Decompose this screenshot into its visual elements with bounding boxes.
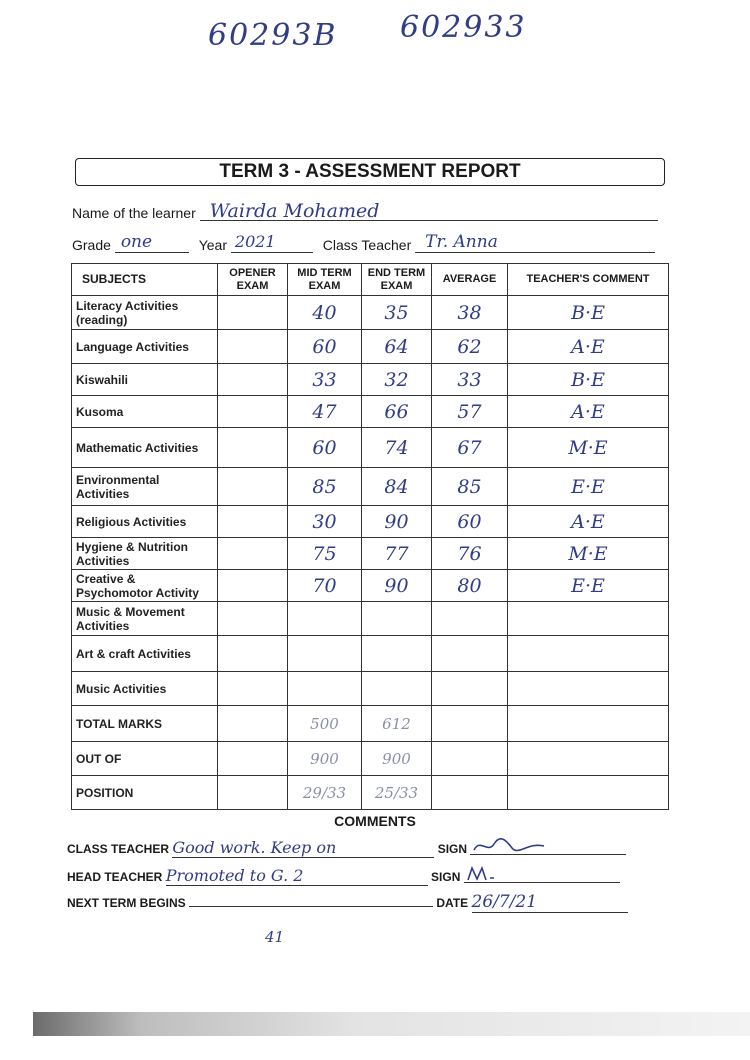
table-row xyxy=(72,468,669,506)
next-term-label: NEXT TERM BEGINS xyxy=(67,896,186,910)
comment-cell: M·E xyxy=(508,428,669,468)
subject-cell: Literacy Activities (reading) xyxy=(72,296,218,330)
class-teacher-label: Class Teacher xyxy=(322,237,412,253)
mid-term-cell: 85 xyxy=(288,468,362,506)
mid-term-cell: 33 xyxy=(288,364,362,396)
average-cell xyxy=(432,672,508,706)
comment-cell: E·E xyxy=(508,570,669,602)
comment-cell: E·E xyxy=(508,468,669,506)
comment-cell: A·E xyxy=(508,506,669,538)
subject-cell: POSITION xyxy=(72,776,218,810)
opener-cell xyxy=(218,776,288,810)
end-term-cell: 25/33 xyxy=(362,776,432,810)
date-value: 26/7/21 xyxy=(472,892,628,913)
comment-cell xyxy=(508,776,669,810)
header-subjects: SUBJECTS xyxy=(72,264,218,296)
class-teacher-value: Tr. Anna xyxy=(415,232,655,253)
subject-cell: OUT OF xyxy=(72,742,218,776)
initials-scribble-icon xyxy=(464,864,542,884)
mid-term-cell: 40 xyxy=(288,296,362,330)
assessment-table xyxy=(71,263,669,810)
mid-term-cell: 60 xyxy=(288,428,362,468)
table-row xyxy=(72,330,669,364)
head-teacher-sign-label: SIGN xyxy=(431,870,461,884)
comment-cell: A·E xyxy=(508,330,669,364)
grade-value: one xyxy=(115,232,189,253)
header-average: AVERAGE xyxy=(432,264,508,296)
signature-scribble-icon xyxy=(470,836,548,856)
opener-cell xyxy=(218,428,288,468)
opener-cell xyxy=(218,570,288,602)
end-term-cell xyxy=(362,672,432,706)
average-cell: 76 xyxy=(432,538,508,570)
subject-cell: Creative & Psychomotor Activity xyxy=(72,570,218,602)
subject-cell: Religious Activities xyxy=(72,506,218,538)
table-row xyxy=(72,396,669,428)
average-cell: 80 xyxy=(432,570,508,602)
mid-term-cell: 70 xyxy=(288,570,362,602)
subject-cell: Environmental Activities xyxy=(72,468,218,506)
class-teacher-comment-value: Good work. Keep on xyxy=(172,838,434,858)
year-label: Year xyxy=(198,237,227,253)
average-cell: 85 xyxy=(432,468,508,506)
scan-edge-shadow xyxy=(33,1012,750,1036)
table-row xyxy=(72,364,669,396)
head-teacher-comment-value: Promoted to G. 2 xyxy=(166,866,428,886)
subject-cell: Music Activities xyxy=(72,672,218,706)
table-row xyxy=(72,538,669,570)
subject-cell: Art & craft Activities xyxy=(72,636,218,672)
table-row xyxy=(72,570,669,602)
mid-term-cell xyxy=(288,636,362,672)
end-term-cell: 66 xyxy=(362,396,432,428)
average-cell xyxy=(432,602,508,636)
mid-term-cell: 29/33 xyxy=(288,776,362,810)
subject-cell: Kiswahili xyxy=(72,364,218,396)
date-label: DATE xyxy=(436,896,469,910)
header-mid-term: MID TERM EXAM xyxy=(288,264,362,296)
end-term-cell xyxy=(362,636,432,672)
average-cell xyxy=(432,776,508,810)
subject-cell: TOTAL MARKS xyxy=(72,706,218,742)
class-teacher-signature xyxy=(470,836,626,855)
comment-cell: B·E xyxy=(508,296,669,330)
next-term-row xyxy=(67,892,628,913)
average-cell: 60 xyxy=(432,506,508,538)
end-term-cell: 77 xyxy=(362,538,432,570)
end-term-cell xyxy=(362,602,432,636)
end-term-cell: 900 xyxy=(362,742,432,776)
table-header-row xyxy=(72,264,669,296)
opener-cell xyxy=(218,672,288,706)
page-number: 41 xyxy=(265,928,285,946)
class-teacher-comment-row xyxy=(67,836,626,858)
head-teacher-signature xyxy=(464,864,620,883)
handwritten-number-1: 60293B xyxy=(208,18,338,53)
subject-cell: Mathematic Activities xyxy=(72,428,218,468)
opener-cell xyxy=(218,506,288,538)
class-teacher-comment-label: CLASS TEACHER xyxy=(67,842,170,856)
table-row xyxy=(72,706,669,742)
mid-term-cell: 75 xyxy=(288,538,362,570)
class-teacher-sign-label: SIGN xyxy=(437,842,468,856)
subject-cell: Hygiene & Nutrition Activities xyxy=(72,538,218,570)
table-row xyxy=(72,742,669,776)
average-cell: 67 xyxy=(432,428,508,468)
end-term-cell: 612 xyxy=(362,706,432,742)
mid-term-cell xyxy=(288,672,362,706)
table-row xyxy=(72,602,669,636)
grade-year-row xyxy=(72,232,655,253)
mid-term-cell: 30 xyxy=(288,506,362,538)
end-term-cell: 90 xyxy=(362,570,432,602)
comments-title: COMMENTS xyxy=(334,813,416,829)
average-cell: 57 xyxy=(432,396,508,428)
header-opener: OPENER EXAM xyxy=(218,264,288,296)
opener-cell xyxy=(218,364,288,396)
comment-cell xyxy=(508,742,669,776)
end-term-cell: 64 xyxy=(362,330,432,364)
table-row xyxy=(72,672,669,706)
end-term-cell: 84 xyxy=(362,468,432,506)
comment-cell: A·E xyxy=(508,396,669,428)
table-row xyxy=(72,296,669,330)
handwritten-number-2: 602933 xyxy=(400,10,527,45)
opener-cell xyxy=(218,538,288,570)
opener-cell xyxy=(218,396,288,428)
subject-cell: Music & Movement Activities xyxy=(72,602,218,636)
year-value: 2021 xyxy=(231,232,313,253)
comment-cell: B·E xyxy=(508,364,669,396)
opener-cell xyxy=(218,636,288,672)
mid-term-cell xyxy=(288,602,362,636)
grade-label: Grade xyxy=(72,237,111,253)
mid-term-cell: 500 xyxy=(288,706,362,742)
head-teacher-comment-row xyxy=(67,864,620,886)
header-teacher-comment: TEACHER'S COMMENT xyxy=(508,264,669,296)
subject-cell: Language Activities xyxy=(72,330,218,364)
opener-cell xyxy=(218,296,288,330)
learner-name-row xyxy=(72,200,658,221)
mid-term-cell: 47 xyxy=(288,396,362,428)
opener-cell xyxy=(218,706,288,742)
opener-cell xyxy=(218,330,288,364)
average-cell: 33 xyxy=(432,364,508,396)
opener-cell xyxy=(218,742,288,776)
learner-name-value: Wairda Mohamed xyxy=(200,200,658,221)
end-term-cell: 90 xyxy=(362,506,432,538)
comment-cell: M·E xyxy=(508,538,669,570)
end-term-cell: 35 xyxy=(362,296,432,330)
title-box xyxy=(75,158,665,186)
next-term-value xyxy=(189,892,433,907)
mid-term-cell: 60 xyxy=(288,330,362,364)
comment-cell xyxy=(508,672,669,706)
table-row xyxy=(72,776,669,810)
learner-name-label: Name of the learner xyxy=(72,205,196,221)
end-term-cell: 32 xyxy=(362,364,432,396)
mid-term-cell: 900 xyxy=(288,742,362,776)
end-term-cell: 74 xyxy=(362,428,432,468)
report-title: TERM 3 - ASSESSMENT REPORT xyxy=(219,161,521,182)
opener-cell xyxy=(218,602,288,636)
head-teacher-comment-label: HEAD TEACHER xyxy=(67,870,163,884)
average-cell xyxy=(432,706,508,742)
table-row xyxy=(72,506,669,538)
opener-cell xyxy=(218,468,288,506)
average-cell xyxy=(432,636,508,672)
table-row xyxy=(72,636,669,672)
average-cell xyxy=(432,742,508,776)
comment-cell xyxy=(508,636,669,672)
average-cell: 62 xyxy=(432,330,508,364)
comment-cell xyxy=(508,706,669,742)
subject-cell: Kusoma xyxy=(72,396,218,428)
table-row xyxy=(72,428,669,468)
comment-cell xyxy=(508,602,669,636)
header-end-term: END TERM EXAM xyxy=(362,264,432,296)
average-cell: 38 xyxy=(432,296,508,330)
